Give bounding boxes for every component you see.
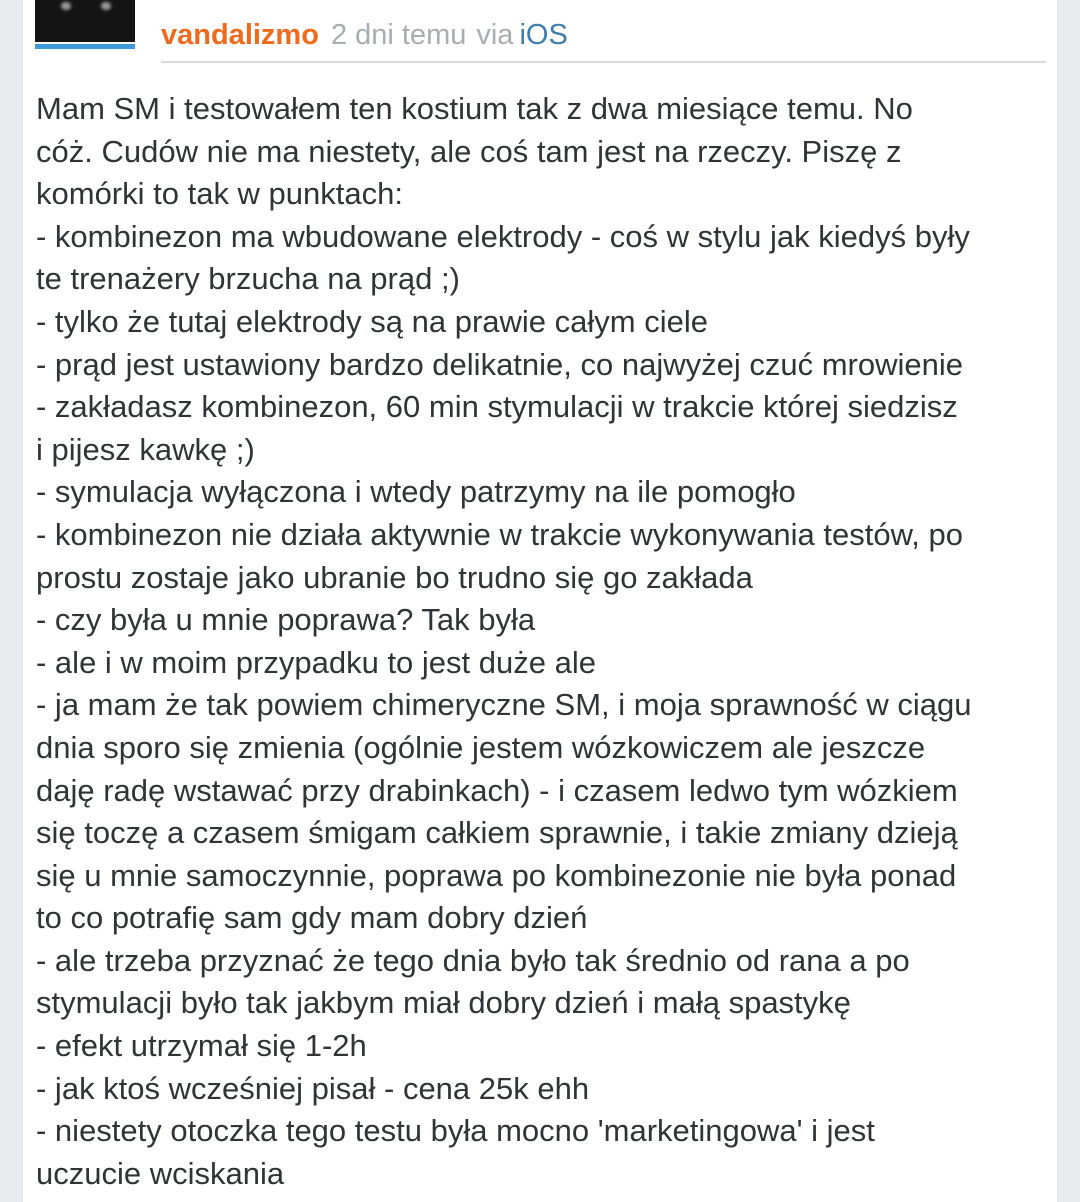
comment-text-line: uczucie wciskania	[36, 1155, 285, 1191]
comment-text-line: komórki to tak w punktach:	[36, 176, 403, 212]
comment-text-line: - prąd jest ustawiony bardzo delikatnie, co najwyżej czuć mrowienie	[36, 346, 963, 382]
header-divider	[161, 61, 1046, 63]
comment-text-line: - ale trzeba przyznać że tego dnia było tak średnio od rana a po	[36, 942, 910, 978]
via-label: via	[476, 18, 514, 51]
comment-text-line: - ale i w moim przypadku to jest duże ale	[36, 644, 596, 680]
comment-text-line: - efekt utrzymał się 1-2h	[36, 1028, 367, 1064]
avatar-status-bar	[35, 44, 135, 49]
comment-text-line: - ja mam że tak powiem chimeryczne SM, i moja sprawność w ciągu	[36, 687, 972, 723]
comment-text-line: cóż. Cudów nie ma niestety, ale coś tam jest na rzeczy. Piszę z	[36, 133, 902, 169]
comment-text-line: prostu zostaje jako ubranie bo trudno się go zakłada	[36, 559, 753, 595]
comment-text-line: daję radę wstawać przy drabinkach) - i czasem ledwo tym wózkiem	[36, 772, 958, 808]
comment-text-line: i pijesz kawkę ;)	[36, 431, 255, 467]
comment-body	[36, 88, 1046, 1195]
comment-text-line: się u mnie samoczynnie, poprawa po kombinezonie nie była ponad	[36, 857, 957, 893]
comment-text-line: - kombinezon ma wbudowane elektrody - coś w stylu jak kiedyś były	[36, 218, 970, 254]
comment-text-line: dnia sporo się zmienia (ogólnie jestem wózkowiczem ale jeszcze	[36, 729, 926, 765]
avatar-detail	[61, 2, 71, 10]
comment-text-line: - tylko że tutaj elektrody są na prawie całym ciele	[36, 303, 708, 339]
comment-text-line: - czy była u mnie poprawa? Tak była	[36, 602, 536, 638]
comment-text-line: to co potrafię sam gdy mam dobry dzień	[36, 900, 588, 936]
client-link[interactable]: iOS	[519, 18, 568, 51]
comment-text-line: - zakładasz kombinezon, 60 min stymulacji w trakcie której siedzisz	[36, 389, 958, 425]
comment-text-line: się toczę a czasem śmigam całkiem sprawnie, i takie zmiany dzieją	[36, 815, 958, 851]
comment-text-line: Mam SM i testowałem ten kostium tak z dwa miesiące temu. No	[36, 91, 913, 126]
comment-text-line: - kombinezon nie działa aktywnie w trakcie wykonywania testów, po	[36, 516, 964, 552]
comment-text-line: stymulacji było tak jakbym miał dobry dzień i małą spastykę	[36, 985, 851, 1021]
comment-card	[22, 0, 1058, 1202]
comment-text-line: - niestety otoczka tego testu była mocno 'marketingowa' i jest	[36, 1113, 875, 1149]
avatar-detail	[101, 2, 111, 10]
comment-text-line: te trenażery brzucha na prąd ;)	[36, 261, 460, 297]
username-link[interactable]: vandalizmo	[161, 18, 319, 51]
avatar[interactable]	[35, 0, 135, 42]
post-time[interactable]: 2 dni temu	[330, 18, 467, 51]
comment-header	[161, 12, 568, 58]
comment-text-line: - symulacja wyłączona i wtedy patrzymy na ile pomogło	[36, 474, 796, 510]
comment-text-line: - jak ktoś wcześniej pisał - cena 25k ehh	[36, 1070, 590, 1106]
